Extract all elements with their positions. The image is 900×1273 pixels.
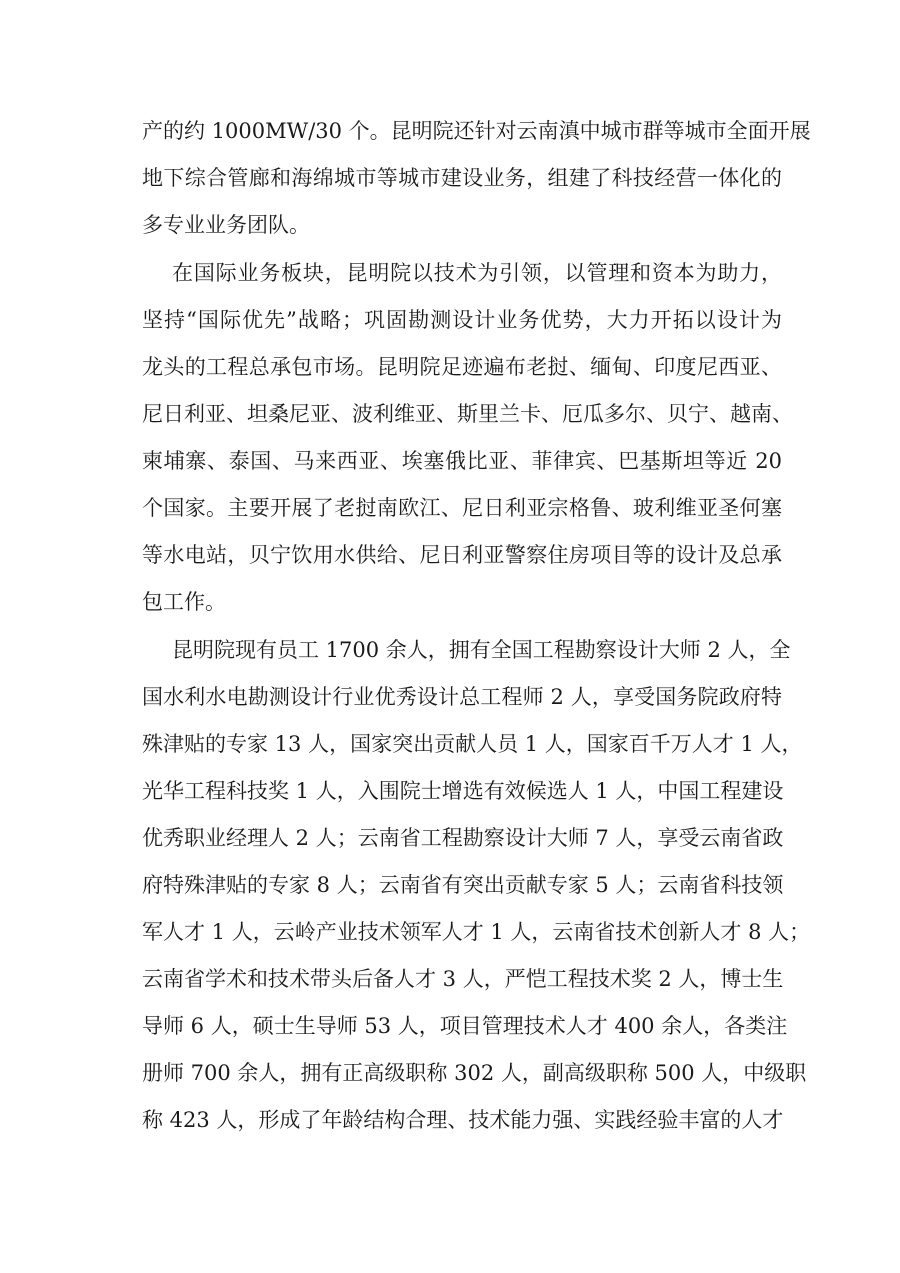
paragraph-3-line-1: 昆明院现有员工 1700 余人，拥有全国工程勘察设计大师 2 人，全: [172, 638, 791, 662]
paragraph-3-line-10: 册师 700 余人，拥有正高级职称 302 人，副高级职称 500 人，中级职: [142, 1061, 807, 1085]
paragraph-1-line-1: 产的约 1000MW/30 个。昆明院还针对云南滇中城市群等城市全面开展: [142, 119, 811, 143]
paragraph-2-line-4: 尼日利亚、坦桑尼亚、波利维亚、斯里兰卡、厄瓜多尔、贝宁、越南、: [142, 402, 793, 426]
paragraph-2-line-8: 包工作。: [142, 590, 226, 614]
paragraph-3-line-4: 光华工程科技奖 1 人，入围院士增选有效候选人 1 人，中国工程建设: [142, 779, 784, 803]
paragraph-2-line-5: 柬埔寨、泰国、马来西亚、埃塞俄比亚、菲律宾、巴基斯坦等近 20: [142, 449, 782, 473]
paragraph-3-line-11: 称 423 人，形成了年龄结构合理、技术能力强、实践经验丰富的人才: [142, 1108, 784, 1132]
paragraph-2-line-1: 在国际业务板块，昆明院以技术为引领，以管理和资本为助力，: [172, 261, 782, 285]
paragraph-3-line-6: 府特殊津贴的专家 8 人；云南省有突出贡献专家 5 人；云南省科技领: [142, 873, 784, 897]
paragraph-2-line-2: 坚持“国际优先”战略；巩固勘测设计业务优势，大力开拓以设计为: [142, 308, 782, 332]
paragraph-3-line-3: 殊津贴的专家 13 人，国家突出贡献人员 1 人，国家百千万人才 1 人，: [142, 732, 803, 756]
paragraph-2-line-7: 等水电站，贝宁饮用水供给、尼日利亚警察住房项目等的设计及总承: [142, 543, 782, 567]
paragraph-3-line-9: 导师 6 人，硕士生导师 53 人，项目管理技术人才 400 余人，各类注: [142, 1014, 788, 1038]
paragraph-3-line-2: 国水利水电勘测设计行业优秀设计总工程师 2 人，享受国务院政府特: [142, 685, 782, 709]
paragraph-3-line-7: 军人才 1 人，云岭产业技术领军人才 1 人，云南省技术创新人才 8 人；: [142, 920, 811, 944]
paragraph-3-line-8: 云南省学术和技术带头后备人才 3 人，严恺工程技术奖 2 人，博士生: [142, 967, 784, 991]
paragraph-2-line-6: 个国家。主要开展了老挝南欧江、尼日利亚宗格鲁、玻利维亚圣何塞: [142, 496, 782, 520]
paragraph-1-line-3: 多专业业务团队。: [142, 213, 310, 237]
paragraph-2-line-3: 龙头的工程总承包市场。昆明院足迹遍布老挝、缅甸、印度尼西亚、: [142, 355, 782, 379]
paragraph-1-line-2: 地下综合管廊和海绵城市等城市建设业务，组建了科技经营一体化的: [142, 166, 782, 190]
paragraph-3-line-5: 优秀职业经理人 2 人；云南省工程勘察设计大师 7 人，享受云南省政: [142, 826, 784, 850]
